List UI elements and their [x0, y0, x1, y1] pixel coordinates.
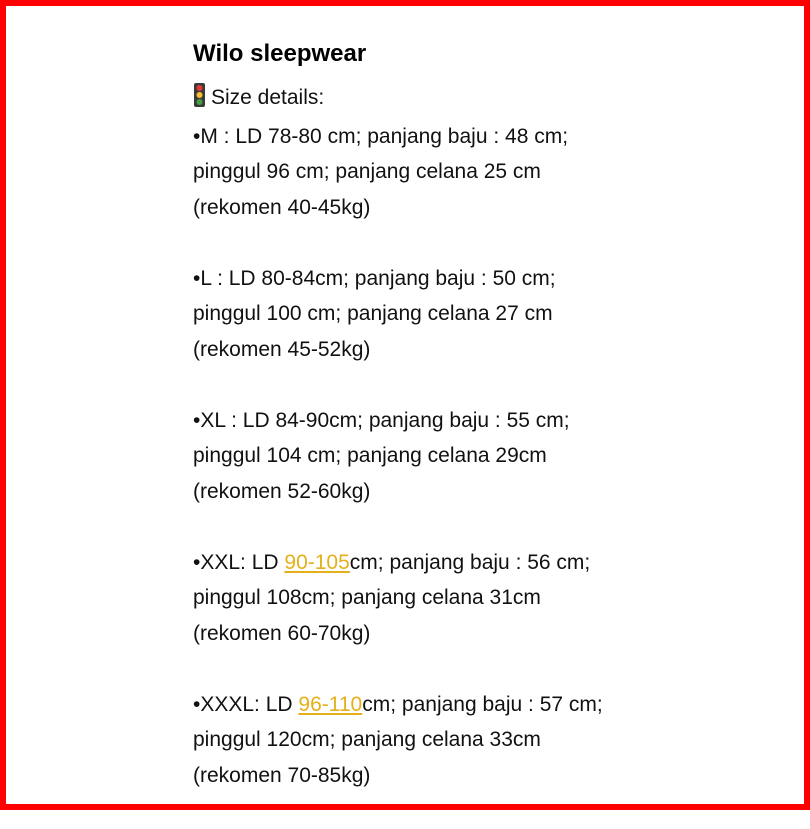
size-measurement-line: •L : LD 80-84cm; panjang baju : 50 cm;: [193, 266, 556, 290]
size-measurement-prefix: •XXXL: LD: [193, 692, 299, 716]
size-recommendation-line: (rekomen 70-85kg): [193, 763, 371, 787]
size-recommendation-line: (rekomen 52-60kg): [193, 479, 371, 503]
size-hip-pants-line: pinggul 96 cm; panjang celana 25 cm: [193, 160, 541, 183]
size-details-header: [193, 80, 793, 119]
size-recommendation-line: (rekomen 60-70kg): [193, 621, 371, 645]
size-details-label: Size details:: [211, 86, 325, 109]
size-hip-pants-line: pinggul 104 cm; panjang celana 29cm: [193, 444, 547, 467]
size-chart-text: [193, 36, 793, 829]
size-measurement-line: •XL : LD 84-90cm; panjang baju : 55 cm;: [193, 408, 570, 432]
size-entry-m: [193, 119, 793, 226]
size-entry-xl: [193, 403, 793, 510]
traffic-light-icon: [193, 83, 206, 119]
size-entry-l: [193, 261, 793, 368]
size-hip-pants-line: pinggul 108cm; panjang celana 31cm: [193, 586, 541, 609]
size-hip-pants-line: pinggul 100 cm; panjang celana 27 cm: [193, 302, 553, 325]
chest-range-link[interactable]: 96-110: [298, 692, 363, 716]
size-measurement-prefix: •XXL: LD: [193, 550, 285, 574]
size-entry-xxl: [193, 545, 793, 652]
size-measurement-line: •M : LD 78-80 cm; panjang baju : 48 cm;: [193, 124, 569, 148]
page-title: Wilo sleepwear: [193, 40, 367, 67]
size-recommendation-line: (rekomen 40-45kg): [193, 195, 371, 219]
size-measurement-line: [193, 687, 793, 723]
size-measurement-line: [193, 545, 793, 581]
size-recommendation-line: (rekomen 45-52kg): [193, 337, 371, 361]
size-entry-xxxl: [193, 687, 793, 794]
size-hip-pants-line: pinggul 120cm; panjang celana 33cm: [193, 728, 541, 751]
size-measurement-suffix: cm; panjang baju : 56 cm;: [349, 550, 591, 574]
size-measurement-suffix: cm; panjang baju : 57 cm;: [362, 692, 603, 716]
chest-range-link[interactable]: 90-105: [284, 550, 350, 574]
